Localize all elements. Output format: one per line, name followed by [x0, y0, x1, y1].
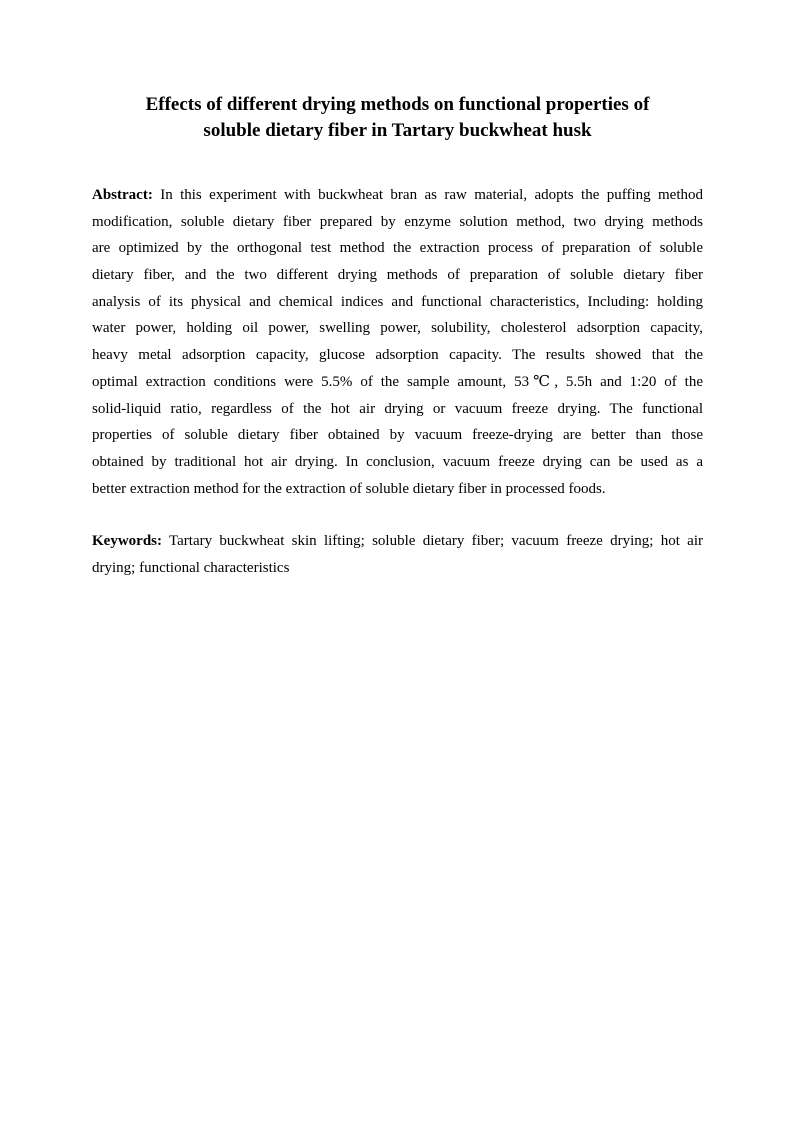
keywords-section	[92, 528, 703, 581]
abstract-line: dietary fiber, and the two different drying methods of preparation of soluble dietary fiber	[92, 267, 703, 284]
abstract-line: modification, soluble dietary fiber prepared by enzyme solution method, two drying methods	[92, 213, 703, 230]
abstract-text: In this experiment with buckwheat bran as raw material, adopts the puffing method	[160, 187, 704, 203]
abstract-line: solid-liquid ratio, regardless of the hot air drying or vacuum freeze drying. The functional	[92, 400, 703, 417]
abstract-line: optimal extraction conditions were 5.5% of the sample amount, 53℃, 5.5h and 1:20 of the	[92, 373, 703, 390]
abstract-label: Abstract:	[92, 187, 153, 203]
paper-title-line-2: soluble dietary fiber in Tartary buckwheat husk	[203, 120, 592, 141]
keywords-text: Tartary buckwheat skin lifting; soluble dietary fiber; vacuum freeze drying; hot air	[169, 533, 704, 549]
keywords-line: drying; functional characteristics	[92, 559, 290, 576]
keywords-line	[92, 528, 703, 555]
paper-title	[92, 92, 703, 144]
abstract-line: better extraction method for the extraction of soluble dietary fiber in processed foods.	[92, 480, 606, 497]
abstract-line: heavy metal adsorption capacity, glucose adsorption capacity. The results showed that the	[92, 347, 703, 364]
abstract-line: are optimized by the orthogonal test method the extraction process of preparation of soluble	[92, 240, 703, 257]
abstract-line: analysis of its physical and chemical indices and functional characteristics, Including: holding	[92, 293, 703, 310]
abstract-line: obtained by traditional hot air drying. In conclusion, vacuum freeze drying can be used as a	[92, 453, 703, 470]
paper-title-line-1: Effects of different drying methods on functional properties of	[145, 94, 650, 115]
abstract-line	[92, 182, 703, 209]
abstract-line: water power, holding oil power, swelling power, solubility, cholesterol adsorption capacity,	[92, 320, 703, 337]
abstract-line: properties of soluble dietary fiber obtained by vacuum freeze-drying are better than those	[92, 427, 703, 444]
abstract-section	[92, 182, 703, 502]
keywords-label: Keywords:	[92, 533, 162, 549]
